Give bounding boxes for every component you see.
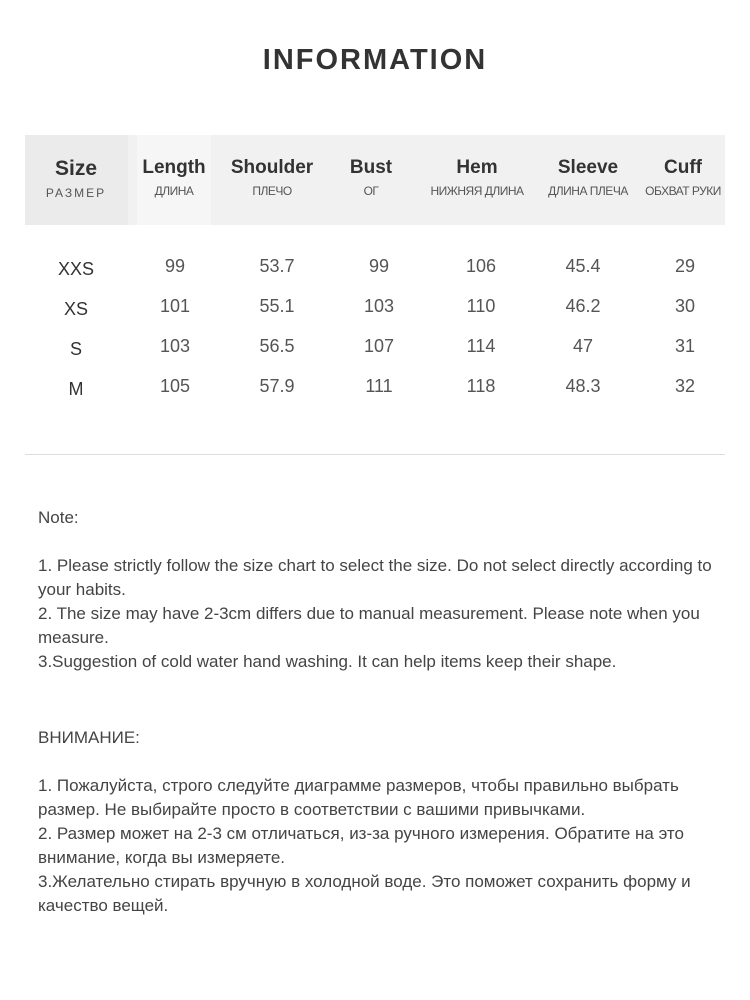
header-sleeve (548, 135, 628, 225)
sleeve-cell: 46.2 (565, 296, 601, 316)
notes-english (38, 506, 718, 674)
shoulder-cell: 53.7 (259, 256, 295, 276)
header-length-ru: ДЛИНА (154, 184, 194, 198)
table-row (25, 290, 725, 330)
size-cell: XS (63, 299, 89, 319)
length-cell: 99 (164, 256, 186, 276)
header-bust-en: Bust (349, 157, 393, 178)
cuff-cell: 31 (674, 336, 696, 356)
header-sleeve-ru: ДЛИНА ПЛЕЧА (548, 184, 628, 198)
hem-cell: 106 (465, 256, 497, 276)
header-length (142, 135, 205, 225)
note-item: 1. Please strictly follow the size chart to select the size. Do not select directly according to your habits. (38, 556, 712, 599)
header-shoulder (231, 135, 313, 225)
sleeve-cell: 45.4 (565, 256, 601, 276)
note-item: 2. Размер может на 2-3 см отличаться, из-за ручного измерения. Обратите на это внимание, когда вы измеряете. (38, 824, 684, 867)
cuff-cell: 32 (674, 376, 696, 396)
header-size (46, 135, 106, 225)
header-bust (350, 135, 392, 225)
note-item: 3.Suggestion of cold water hand washing. It can help items keep their shape. (38, 652, 617, 671)
header-size-en: Size (54, 157, 98, 180)
size-cell: S (69, 339, 83, 359)
header-shoulder-ru: ПЛЕЧО (252, 184, 292, 198)
header-size-ru: РАЗМЕР (45, 186, 107, 200)
size-cell: M (68, 379, 84, 399)
header-bust-ru: ОГ (363, 184, 379, 198)
hem-cell: 114 (466, 336, 496, 356)
sleeve-cell: 47 (572, 336, 594, 356)
section-divider (25, 454, 725, 455)
bust-cell: 107 (363, 336, 395, 356)
header-cuff-en: Cuff (664, 157, 702, 178)
notes-russian (38, 726, 718, 918)
note-item: 3.Желательно стирать вручную в холодной воде. Это поможет сохранить форму и качество вещей. (38, 872, 691, 915)
cuff-cell: 29 (674, 256, 696, 276)
length-cell: 101 (159, 296, 191, 316)
page-title: INFORMATION (262, 44, 488, 76)
sleeve-cell: 48.3 (565, 376, 601, 396)
table-row (25, 330, 725, 370)
header-shoulder-en: Shoulder (230, 157, 314, 178)
table-row (25, 370, 725, 410)
note-item: 1. Пожалуйста, строго следуйте диаграмме размеров, чтобы правильно выбрать размер. Не выбирайте просто в соответствии с вашими привычками. (38, 776, 679, 819)
notes-heading: ВНИМАНИЕ: (38, 728, 140, 747)
header-hem (431, 135, 524, 225)
length-cell: 103 (159, 336, 191, 356)
table-body (25, 250, 725, 410)
size-chart-table (25, 135, 725, 399)
hem-cell: 118 (466, 376, 496, 396)
bust-cell: 99 (368, 256, 390, 276)
header-length-en: Length (142, 157, 206, 178)
table-header (25, 135, 725, 225)
cuff-cell: 30 (674, 296, 696, 316)
hem-cell: 110 (466, 296, 496, 316)
shoulder-cell: 57.9 (259, 376, 295, 396)
shoulder-cell: 55.1 (259, 296, 295, 316)
header-cuff (645, 135, 721, 225)
bust-cell: 103 (363, 296, 395, 316)
header-cuff-ru: ОБХВАТ РУКИ (645, 184, 721, 198)
bust-cell: 111 (365, 376, 393, 396)
shoulder-cell: 56.5 (259, 336, 295, 356)
note-item: 2. The size may have 2-3cm differs due to manual measurement. Please note when you measure. (38, 604, 700, 647)
length-cell: 105 (159, 376, 191, 396)
table-row (25, 250, 725, 290)
header-hem-ru: НИЖНЯЯ ДЛИНА (430, 184, 524, 198)
header-hem-en: Hem (456, 157, 498, 178)
size-cell: XXS (57, 259, 95, 279)
header-sleeve-en: Sleeve (557, 157, 619, 178)
notes-heading: Note: (38, 508, 79, 527)
